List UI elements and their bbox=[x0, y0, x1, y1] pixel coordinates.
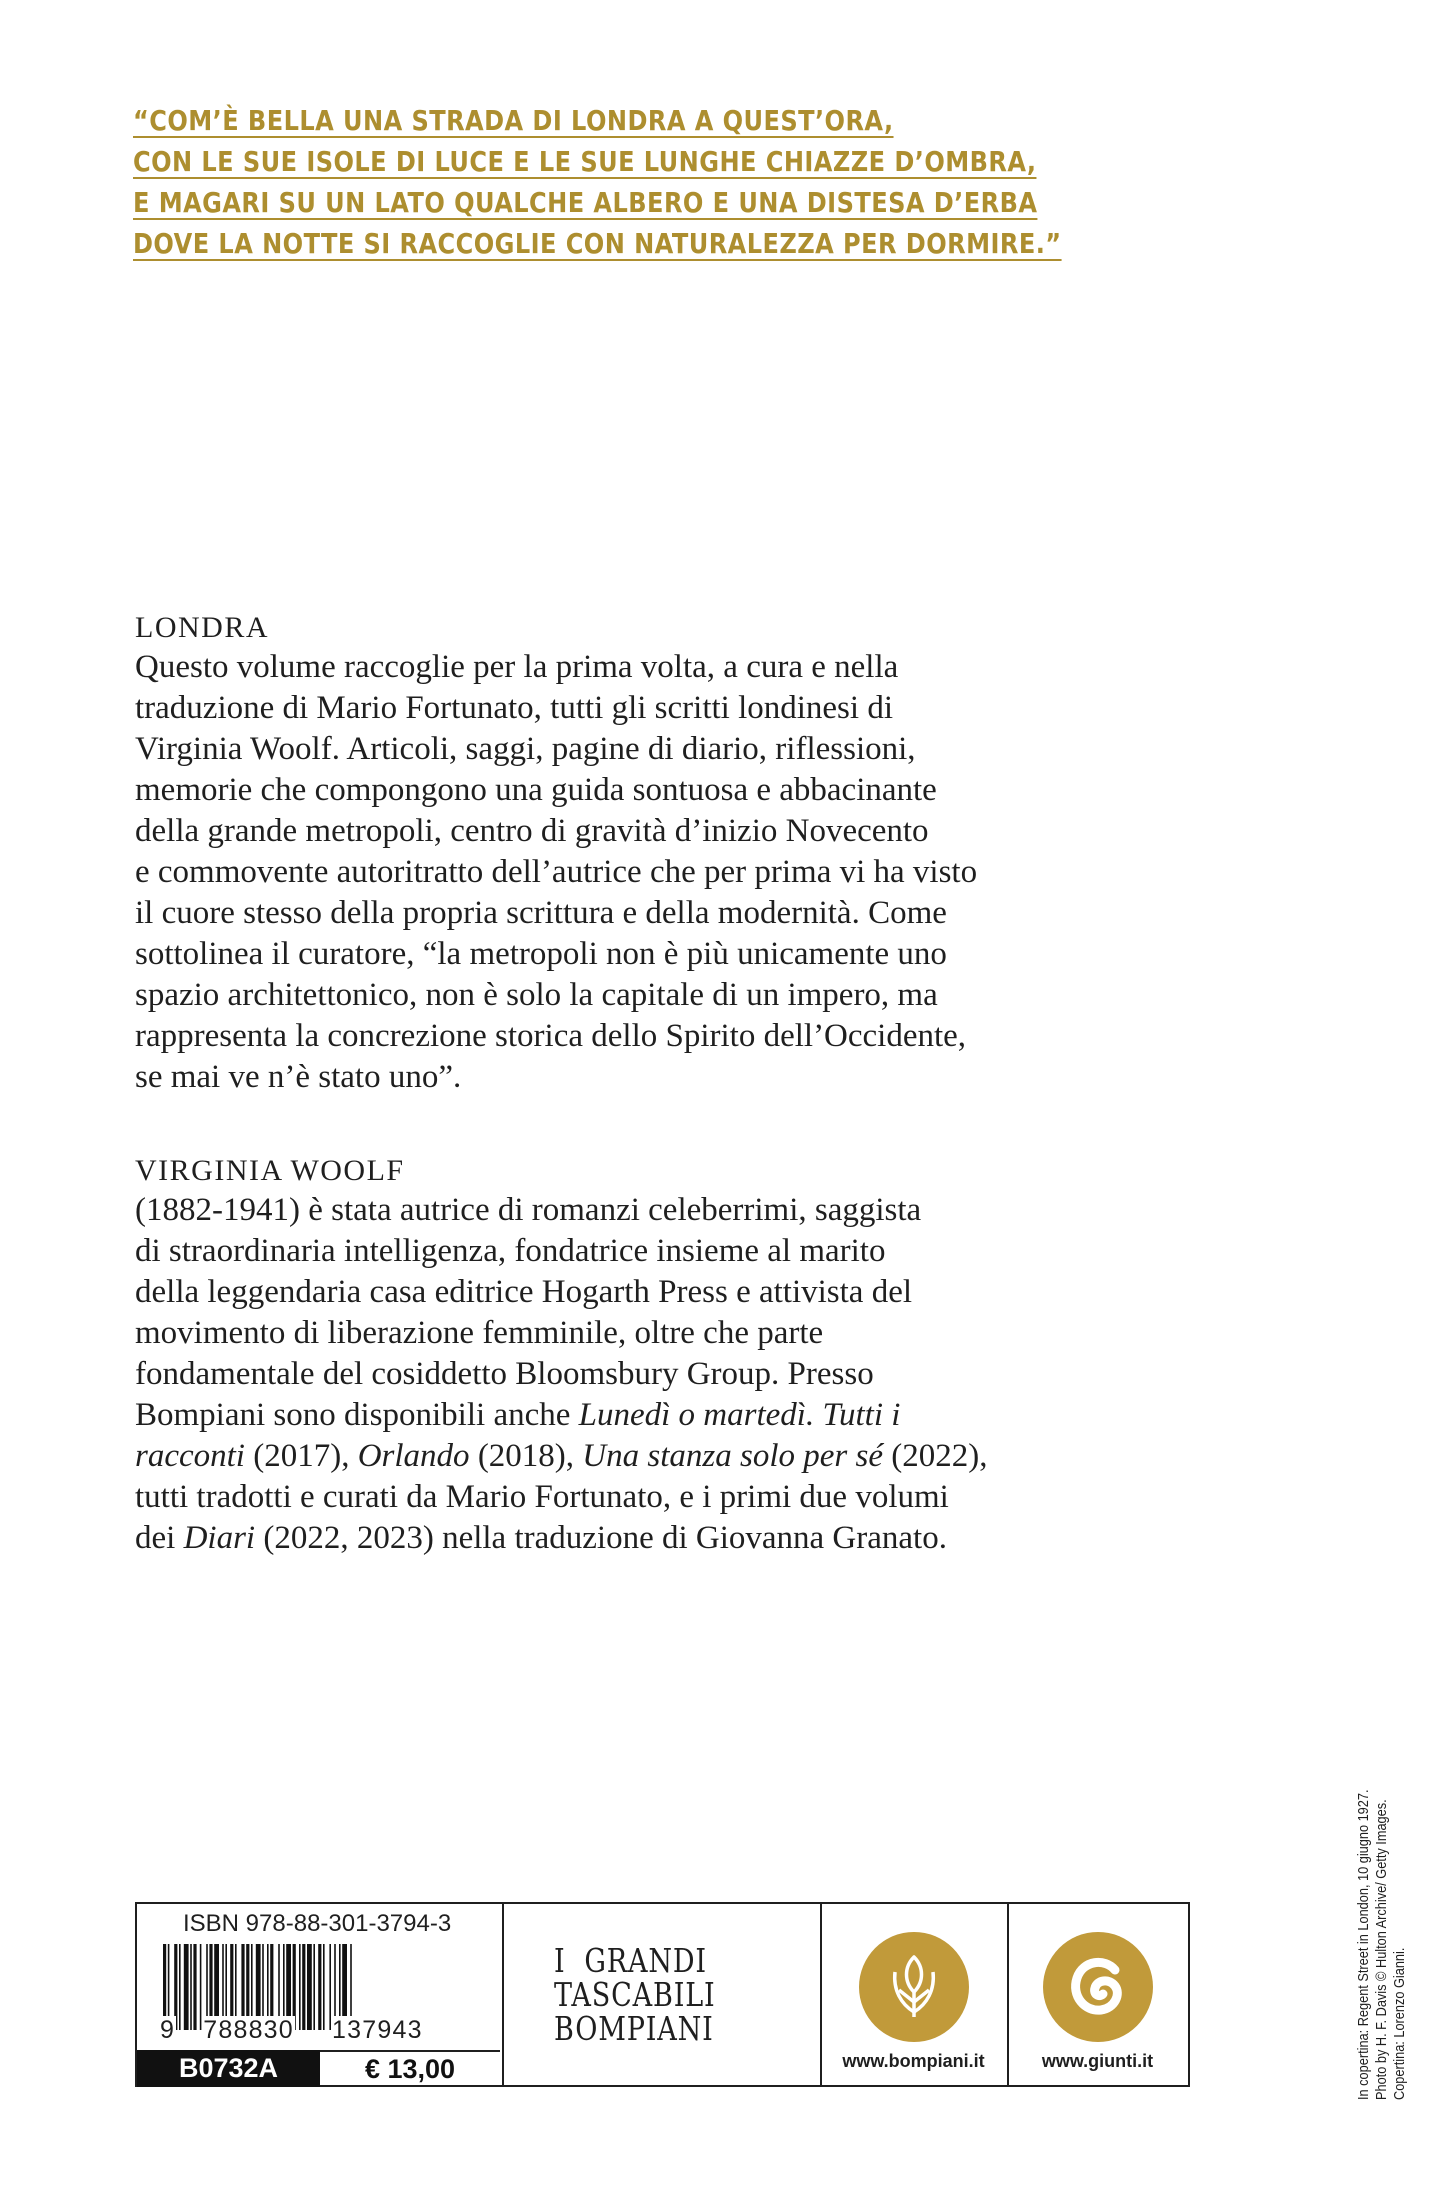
bio-text: (2017), bbox=[244, 1438, 358, 1474]
bio-line: movimento di liberazione femminile, oltre che parte bbox=[135, 1315, 824, 1351]
bio-line bbox=[135, 1518, 1265, 1559]
bio-text: dei bbox=[135, 1520, 184, 1556]
bompiani-cell bbox=[820, 1904, 1009, 2085]
description-line: e commovente autoritratto dell’autrice che per prima vi ha visto bbox=[135, 854, 978, 890]
series-line-3: BOMPIANI bbox=[554, 2009, 714, 2048]
credit-line: Photo by H. F. Davis © Hulton Archive/ Getty Images. bbox=[1373, 1799, 1390, 2100]
book-title-italic: Orlando bbox=[357, 1438, 470, 1474]
credit-line: Copertina: Lorenzo Gianni. bbox=[1391, 1947, 1408, 2100]
bio-line bbox=[135, 1395, 1265, 1436]
barcode-digits-right: 137943 bbox=[332, 2016, 423, 2044]
book-description bbox=[135, 647, 1265, 1098]
description-line: della grande metropoli, centro di gravità d’inizio Novecento bbox=[135, 813, 929, 849]
description-line: memorie che compongono una guida sontuosa e abbacinante bbox=[135, 772, 937, 808]
book-title-heading: LONDRA bbox=[135, 611, 269, 644]
quote-line-2: CON LE SUE ISOLE DI LUCE E LE SUE LUNGHE CHIAZZE D’OMBRA, bbox=[133, 145, 1037, 178]
giunti-website: www.giunti.it bbox=[1041, 2051, 1154, 2071]
barcode-digits-left: 788830 bbox=[203, 2016, 294, 2044]
description-line: sottolinea il curatore, “la metropoli non è più unicamente uno bbox=[135, 936, 947, 972]
barcode-cell bbox=[137, 1904, 504, 2085]
pull-quote bbox=[133, 100, 1193, 264]
description-line: se mai ve n’è stato uno”. bbox=[135, 1059, 462, 1095]
description-line: il cuore stesso della propria scrittura e della modernità. Come bbox=[135, 895, 947, 931]
bio-line: di straordinaria intelligenza, fondatrice insieme al marito bbox=[135, 1233, 886, 1269]
cover-credits bbox=[1355, 1700, 1409, 2100]
bio-line bbox=[135, 1436, 1265, 1477]
description-line: Questo volume raccoglie per la prima volta, a cura e nella bbox=[135, 649, 899, 685]
bio-line: (1882-1941) è stata autrice di romanzi celeberrimi, saggista bbox=[135, 1192, 922, 1228]
product-code: B0732A bbox=[137, 2050, 320, 2087]
bio-line: della leggendaria casa editrice Hogarth Press e attivista del bbox=[135, 1274, 913, 1310]
series-line-1: I GRANDI bbox=[554, 1941, 707, 1980]
bio-text: (2022), bbox=[882, 1438, 988, 1474]
barcode-digits bbox=[159, 2016, 494, 2045]
bio-text: Bompiani sono disponibili anche bbox=[135, 1397, 579, 1433]
author-heading: VIRGINIA WOOLF bbox=[135, 1154, 405, 1187]
book-title-italic: racconti bbox=[135, 1438, 245, 1474]
tulip-icon bbox=[859, 1932, 969, 2042]
bio-text: (2022, 2023) nella traduzione di Giovanna Granato. bbox=[255, 1520, 947, 1556]
series-line-2: TASCABILI bbox=[554, 1975, 716, 2014]
spiral-g-icon bbox=[1043, 1932, 1153, 2042]
bio-line: fondamentale del cosiddetto Bloomsbury Group. Presso bbox=[135, 1356, 874, 1392]
description-line: traduzione di Mario Fortunato, tutti gli scritti londinesi di bbox=[135, 690, 893, 726]
author-bio bbox=[135, 1190, 1265, 1559]
series-cell bbox=[502, 1904, 822, 2085]
isbn-label: ISBN 978-88-301-3794-3 bbox=[183, 1910, 452, 1937]
barcode-digit-first: 9 bbox=[160, 2016, 176, 2044]
price: € 13,00 bbox=[320, 2050, 500, 2087]
book-title-italic: Diari bbox=[183, 1520, 256, 1556]
bio-line: tutti tradotti e curati da Mario Fortunato, e i primi due volumi bbox=[135, 1479, 949, 1515]
description-line: Virginia Woolf. Articoli, saggi, pagine di diario, riflessioni, bbox=[135, 731, 916, 767]
quote-line-1: “COM’È BELLA UNA STRADA DI LONDRA A QUEST’ORA, bbox=[133, 104, 894, 137]
quote-line-3: E MAGARI SU UN LATO QUALCHE ALBERO E UNA DISTESA D’ERBA bbox=[133, 186, 1038, 219]
barcode-panel bbox=[135, 1902, 1190, 2087]
description-line: spazio architettonico, non è solo la capitale di un impero, ma bbox=[135, 977, 938, 1013]
bio-text: (2018), bbox=[469, 1438, 583, 1474]
series-logo-text bbox=[554, 1941, 716, 2048]
bompiani-website: www.bompiani.it bbox=[842, 2051, 985, 2071]
book-title-italic: Una stanza solo per sé bbox=[582, 1438, 883, 1474]
book-title-italic: Lunedì o martedì. Tutti i bbox=[578, 1397, 901, 1433]
giunti-cell bbox=[1007, 1904, 1188, 2085]
description-line: rappresenta la concrezione storica dello Spirito dell’Occidente, bbox=[135, 1018, 967, 1054]
credit-line: In copertina: Regent Street in London, 10 giugno 1927. bbox=[1355, 1789, 1372, 2100]
quote-line-4: DOVE LA NOTTE SI RACCOGLIE CON NATURALEZZA PER DORMIRE.” bbox=[133, 227, 1062, 260]
